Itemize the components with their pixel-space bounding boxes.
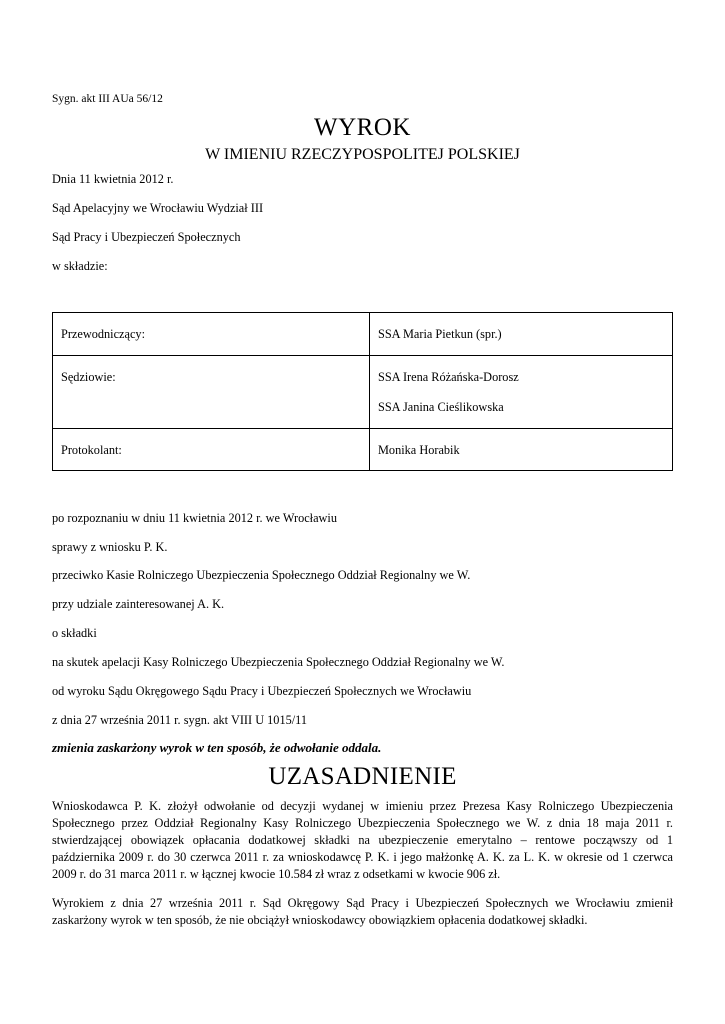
verdict-statement: zmienia zaskarżony wyrok w ten sposób, że odwołanie oddala. — [52, 740, 382, 755]
proceedings-line: sprawy z wniosku P. K. — [52, 540, 168, 554]
panel-name: SSA Irena Różańska-Dorosz — [378, 370, 519, 384]
panel-role-cell — [53, 313, 370, 356]
proceedings-line: przy udziale zainteresowanej A. K. — [52, 597, 225, 611]
court-line-1: Sąd Apelacyjny we Wrocławiu Wydział III — [52, 201, 264, 215]
court-panel-table — [52, 312, 673, 471]
panel-role-label: Protokolant: — [61, 443, 122, 457]
panel-names-cell — [370, 313, 673, 356]
panel-row-judges — [53, 356, 673, 429]
justification-heading: UZASADNIENIE — [268, 763, 457, 790]
panel-role-label: Przewodniczący: — [61, 327, 145, 341]
date-line: Dnia 11 kwietnia 2012 r. — [52, 172, 174, 186]
panel-names-cell — [370, 356, 673, 429]
panel-name: SSA Maria Pietkun (spr.) — [378, 327, 502, 341]
court-line-2: Sąd Pracy i Ubezpieczeń Społecznych — [52, 230, 241, 244]
justification-paragraph: Wnioskodawca P. K. złożył odwołanie od decyzji wydanej w imieniu przez Prezesa Kasy Rolniczego Ubezpieczenia Społecznego przez Oddział Regionalny Kasy Rolniczego Ubezpieczenia Społecznego we W. z dnia 18 maja 2011 r. stwierdzającej obowiązek opłacania dodatkowej składki na ubezpieczenie emerytalno – rentowe począwszy od 1 października 2009 r. do 30 czerwca 2011 r. za wnioskodawcę P. K. i jego małżonkę A. K. za L. K. w okresie od 1 czerwca 2009 r. do 31 marca 2011 r. w łącznej kwocie 10.584 zł wraz z odsetkami w kwocie 906 zł. — [52, 799, 673, 881]
proceedings-line: o składki — [52, 626, 97, 640]
justification-paragraph: Wyrokiem z dnia 27 września 2011 r. Sąd Okręgowy Sąd Pracy i Ubezpieczeń Społecznych we Wrocławiu zmienił zaskarżony wyrok w ten sposób, że nie obciążył wnioskodawcy obowiązkiem opłacenia dodatkowej składki. — [52, 896, 673, 927]
document-title: WYROK — [314, 114, 411, 141]
panel-name: Monika Horabik — [378, 443, 460, 457]
proceedings-line: z dnia 27 września 2011 r. sygn. akt VIII U 1015/11 — [52, 713, 307, 727]
panel-role-cell — [53, 356, 370, 429]
composition-label: w składzie: — [52, 259, 108, 273]
panel-name: SSA Janina Cieślikowska — [378, 400, 504, 414]
panel-names-cell — [370, 429, 673, 471]
proceedings-line: od wyroku Sądu Okręgowego Sądu Pracy i Ubezpieczeń Społecznych we Wrocławiu — [52, 684, 472, 698]
document-subtitle: W IMIENIU RZECZYPOSPOLITEJ POLSKIEJ — [205, 146, 520, 163]
panel-role-label: Sędziowie: — [61, 370, 116, 384]
proceedings-line: po rozpoznaniu w dniu 11 kwietnia 2012 r. we Wrocławiu — [52, 511, 338, 525]
proceedings-line: przeciwko Kasie Rolniczego Ubezpieczenia Społecznego Oddział Regionalny we W. — [52, 568, 471, 582]
proceedings-line: na skutek apelacji Kasy Rolniczego Ubezpieczenia Społecznego Oddział Regionalny we W. — [52, 655, 505, 669]
panel-row-clerk — [53, 429, 673, 471]
case-signature: Sygn. akt III AUa 56/12 — [52, 93, 163, 105]
panel-role-cell — [53, 429, 370, 471]
panel-row-chair — [53, 313, 673, 356]
